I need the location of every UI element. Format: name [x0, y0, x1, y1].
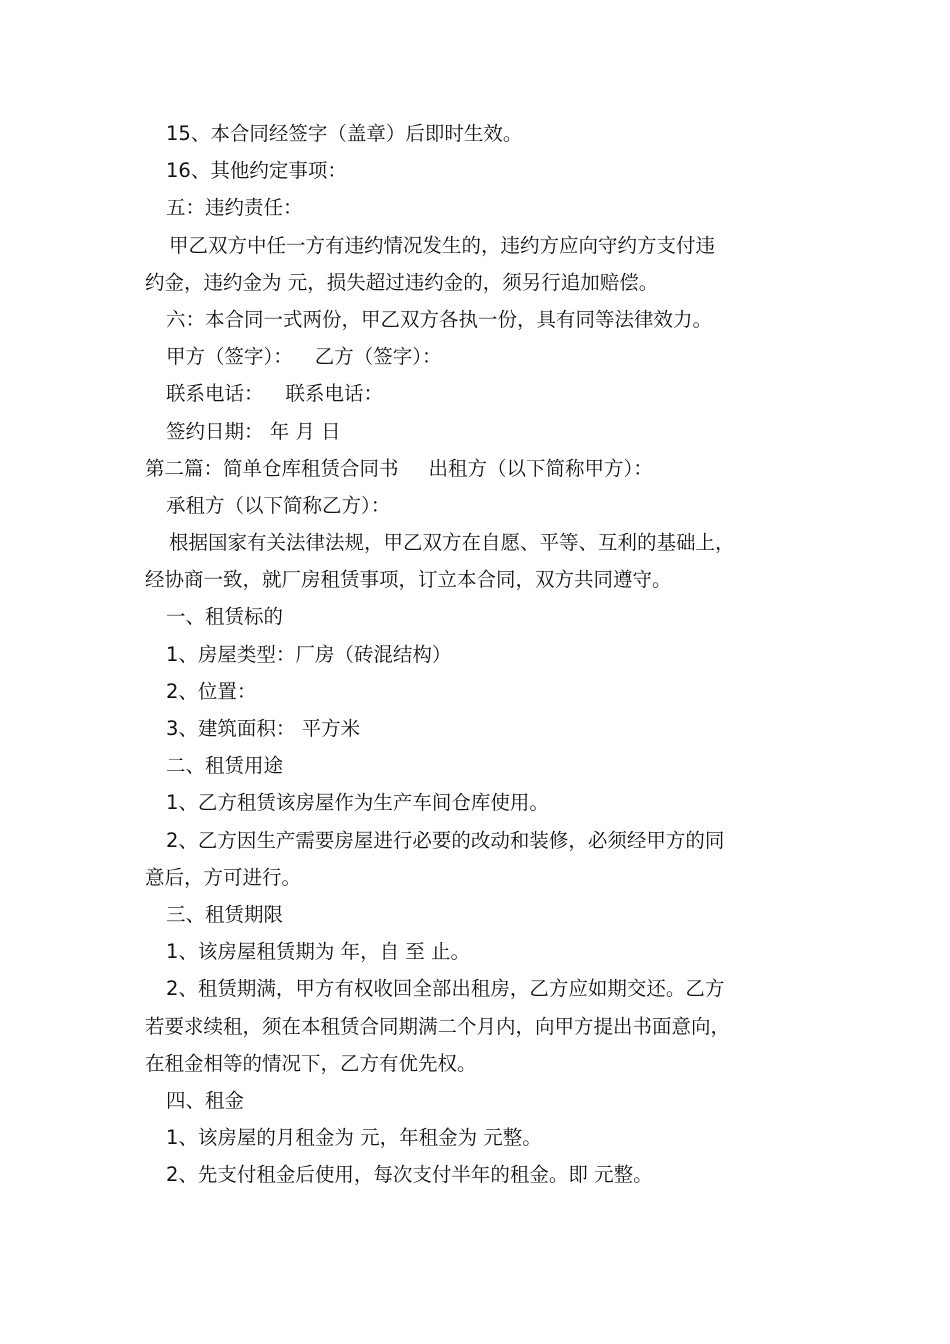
phone-row [145, 375, 825, 412]
section-heading-term: 三、租赁期限 [166, 902, 284, 926]
rent-item-1: 1、该房屋的月租金为 元，年租金为 元整。 [166, 1126, 542, 1150]
section-heading-breach: 五：违约责任： [166, 196, 303, 220]
rent-item-2: 2、先支付租金后使用，每次支付半年的租金。即 元整。 [166, 1163, 653, 1187]
document-body [145, 115, 825, 1193]
term-item-2-line-3: 在租金相等的情况下，乙方有优先权。 [145, 1051, 477, 1075]
sign-date: 签约日期： 年 月 日 [166, 419, 341, 443]
subject-item-1: 1、房屋类型：厂房（砖混结构） [166, 642, 452, 666]
usage-item-1: 1、乙方租赁该房屋作为生产车间仓库使用。 [166, 791, 549, 815]
subject-item-3: 3、建筑面积： 平方米 [166, 717, 361, 740]
clause-15: 15、本合同经签字（盖章）后即时生效。 [166, 122, 523, 145]
second-contract-title: 第二篇：简单仓库租赁合同书 [145, 456, 399, 480]
section-six: 六：本合同一式两份，甲乙双方各执一份，具有同等法律效力。 [166, 307, 713, 331]
party-a-phone-label: 联系电话： [166, 382, 264, 406]
term-item-1: 1、该房屋租赁期为 年，自 至 止。 [166, 940, 471, 964]
party-a-signature-label: 甲方（签字）： [166, 345, 293, 369]
subject-item-2: 2、位置： [166, 679, 257, 703]
section-heading-subject: 一、租赁标的 [166, 605, 284, 629]
usage-item-2-line-1: 2、乙方因生产需要房屋进行必要的改动和装修，必须经甲方的同 [166, 828, 725, 852]
usage-item-2-line-2: 意后，方可进行。 [145, 865, 302, 889]
party-b-signature-label: 乙方（签字）： [314, 345, 442, 369]
clause-16: 16、其他约定事项： [166, 159, 347, 183]
signature-row [145, 338, 825, 375]
paragraph-basis-line-2: 经协商一致，就厂房租赁事项，订立本合同，双方共同遵守。 [145, 568, 672, 592]
section-heading-rent: 四、租金 [166, 1088, 245, 1112]
section-heading-usage: 二、租赁用途 [166, 754, 284, 778]
lessor-label: 出租方（以下简称甲方）： [428, 456, 653, 480]
lessee-label: 承租方（以下简称乙方）： [166, 493, 391, 517]
term-item-2-line-1: 2、租赁期满，甲方有权收回全部出租房，乙方应如期交还。乙方 [166, 977, 725, 1001]
paragraph-basis-line-1: 根据国家有关法律法规，甲乙双方在自愿、平等、互利的基础上， [169, 531, 735, 555]
term-item-2-line-2: 若要求续租，须在本租赁合同期满二个月内，向甲方提出书面意向， [145, 1014, 731, 1038]
paragraph-breach-line-2: 约金，违约金为 元，损失超过违约金的，须另行追加赔偿。 [145, 270, 659, 294]
second-contract-title-row [145, 450, 825, 487]
party-b-phone-label: 联系电话： [285, 382, 384, 406]
paragraph-breach-line-1: 甲乙双方中任一方有违约情况发生的，违约方应向守约方支付违 [169, 233, 716, 257]
